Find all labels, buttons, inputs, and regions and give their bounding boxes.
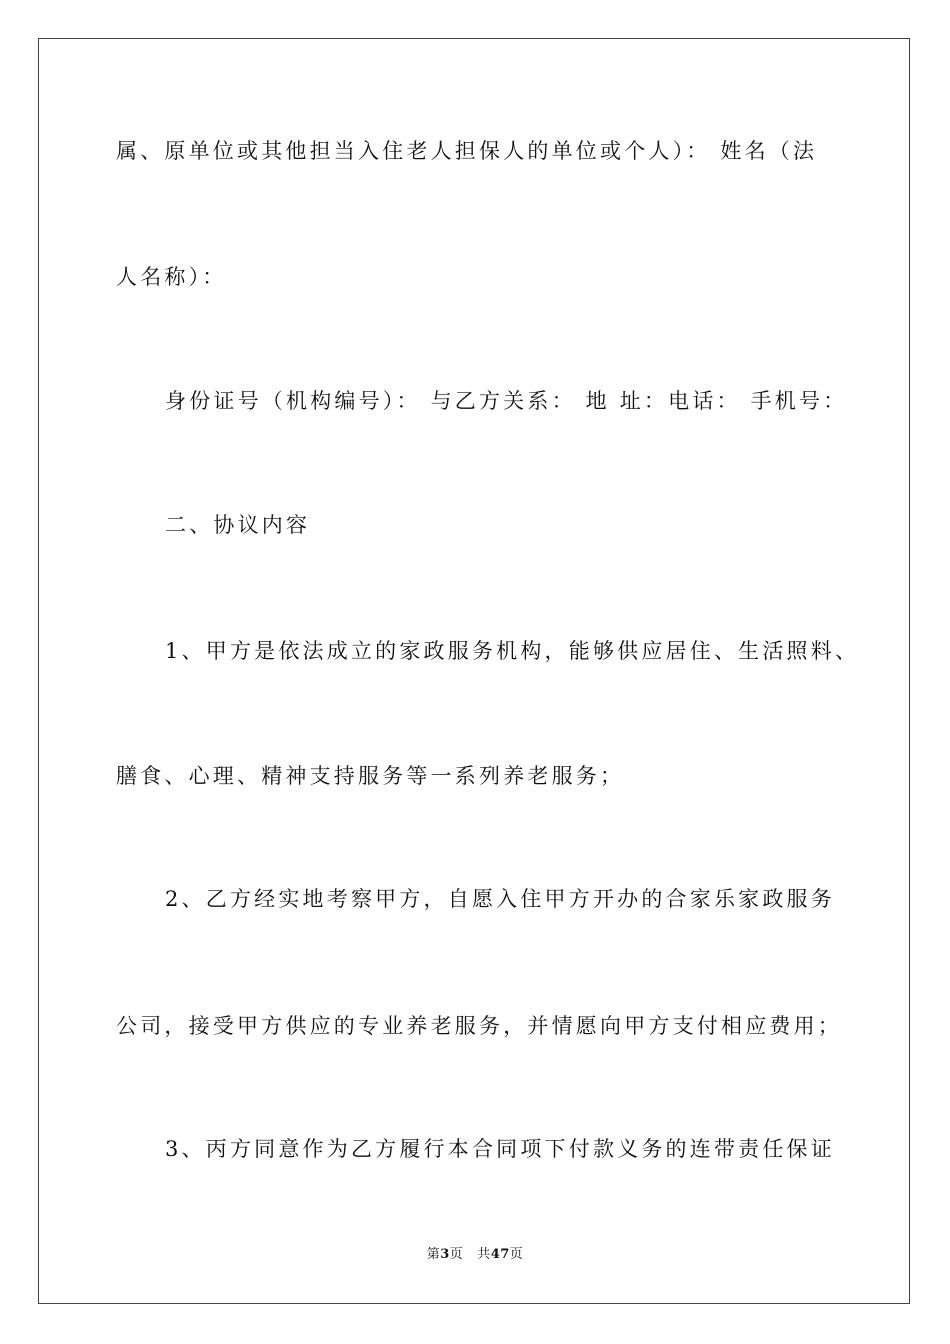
text-line-2: 人名称）： <box>116 265 227 289</box>
text-line-3: 身份证号（机构编号）： 与乙方关系： 地 址：电话： 手机号： <box>165 389 848 413</box>
text-line-6: 膳食、心理、精神支持服务等一系列养老服务； <box>116 764 625 788</box>
footer-page-number: 3 <box>440 1247 450 1262</box>
text-line-7: 2、乙方经实地考察甲方，自愿入住甲方开办的合家乐家政服务 <box>165 887 835 911</box>
page-footer <box>0 1246 950 1264</box>
footer-total-suffix: 页 <box>509 1247 524 1262</box>
text-line-9: 3、丙方同意作为乙方履行本合同项下付款义务的连带责任保证 <box>165 1137 835 1161</box>
footer-page-prefix: 第 <box>426 1247 441 1262</box>
text-line-5: 1、甲方是依法成立的家政服务机构，能够供应居住、生活照料、 <box>165 639 860 663</box>
footer-page-suffix: 页 <box>449 1247 464 1262</box>
page-border <box>38 38 910 1304</box>
text-line-8: 公司，接受甲方供应的专业养老服务，并情愿向甲方支付相应费用； <box>116 1014 842 1038</box>
section-heading: 二、协议内容 <box>165 513 311 537</box>
footer-total-prefix: 共 <box>477 1247 491 1262</box>
footer-total-pages: 47 <box>490 1247 510 1262</box>
text-line-1: 属、原单位或其他担当入住老人担保人的单位或个人）： 姓名（法 <box>116 139 818 163</box>
